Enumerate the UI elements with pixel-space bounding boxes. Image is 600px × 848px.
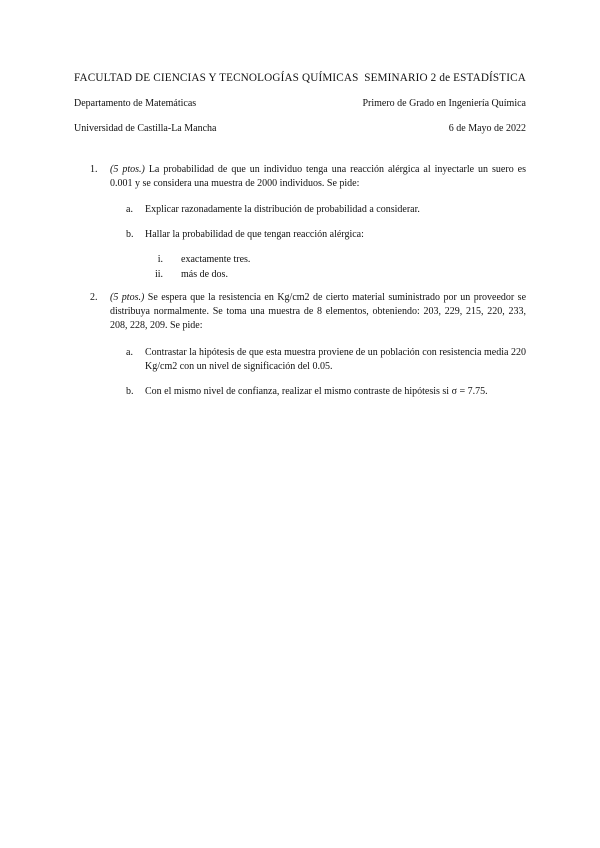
- problem-text: La probabilidad de que un individuo tenga una reacción alérgica al inyectarle un suero es 0.001 y se considera una muestra de 2000 individuos. Se pide:: [110, 164, 527, 189]
- problem-points: (5 ptos.): [110, 164, 145, 175]
- problem-statement: [110, 291, 526, 333]
- header-title-row: [74, 72, 526, 84]
- problem-points: (5 ptos.): [110, 292, 145, 303]
- problem-number: 1.: [90, 164, 98, 175]
- item-letter: a.: [126, 204, 133, 215]
- department-name: Departamento de Matemáticas: [74, 98, 197, 109]
- exam-date: 6 de Mayo de 2022: [448, 123, 526, 134]
- faculty-name: FACULTAD DE CIENCIAS Y TECNOLOGÍAS QUÍMICAS: [74, 72, 359, 84]
- item-text: Con el mismo nivel de confianza, realizar el mismo contraste de hipótesis si σ = 7.75.: [145, 386, 488, 397]
- problem-1-subitem-ii: [154, 268, 481, 282]
- header-department-row: [74, 98, 526, 109]
- item-text: Explicar razonadamente la distribución de probabilidad a considerar.: [145, 204, 420, 215]
- item-letter: b.: [126, 229, 134, 240]
- subitem-numeral: i.: [157, 254, 163, 265]
- subitem-numeral: ii.: [154, 269, 163, 280]
- problem-1-subitem-i: [157, 253, 481, 267]
- problem-statement: [110, 163, 526, 191]
- problem-number: 2.: [90, 292, 98, 303]
- item-letter: b.: [126, 386, 134, 397]
- item-text: Contrastar la hipótesis de que esta muestra proviene de un población con resistencia media 220 Kg/cm2 con un nivel de significación del 0.05.: [145, 347, 526, 372]
- problem-text: Se espera que la resistencia en Kg/cm2 de cierto material suministrado por un proveedor se distribuya normalmente. Se toma una muestra de 8 elementos, obteniendo: 203, 229, 215, 220, 233, 208, 228, 209. Se pide:: [110, 292, 527, 331]
- header-university-row: [74, 123, 526, 134]
- item-text: Hallar la probabilidad de que tengan reacción alérgica:: [145, 229, 364, 240]
- subitem-text: exactamente tres.: [181, 254, 251, 265]
- subitem-text: más de dos.: [181, 269, 228, 280]
- seminar-title: SEMINARIO 2 de ESTADÍSTICA: [364, 72, 526, 84]
- item-letter: a.: [126, 347, 133, 358]
- degree-name: Primero de Grado en Ingeniería Química: [362, 98, 526, 109]
- university-name: Universidad de Castilla-La Mancha: [74, 123, 217, 134]
